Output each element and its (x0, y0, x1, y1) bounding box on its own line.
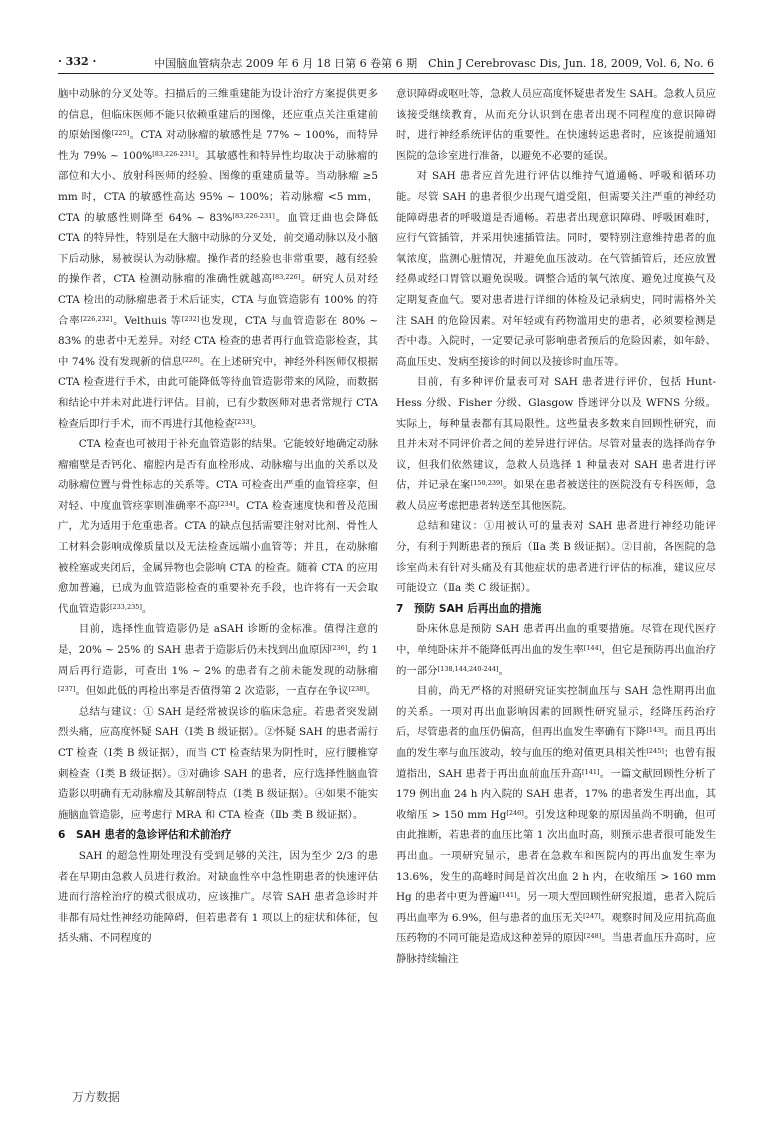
paragraph: 脑中动脉的分叉处等。扫描后的三维重建能为设计治疗方案提供更多的信息，但临床医师不能只依赖重建后的图像，还应重点关注重建前的原始图像[225]。CTA 对动脉瘤的敏感性是 77% ~ 100%，而特异性为 79% ~ 100%[83,226-231]。其敏感性和特异性均取决于动脉瘤的部位和大小、放射科医师的经验、图像的重建质量等。当动脉瘤 ≥5 mm 时，CTA 的敏感性高达 95% ~ 100%；若动脉瘤 <5 mm，CTA 的敏感性则降至 64% ~ 83%[83,226-231]。血管迂曲也会降低 CTA 的特异性，特别是在大脑中动脉的分叉处，前交通动脉以及小脑下后动脉，易被误认为动脉瘤。操作者的经验也非常重要，越有经验的操作者，CTA 检测动脉瘤的准确性就越高[83,226]。研究人员对经 CTA 检出的动脉瘤患者于术后证实，CTA 与血管造影有 100% 的符合率[226,232]。Velthuis 等[232]也发现，CTA 与血管造影在 80% ~ 83% 的患者中无差异。对经 CTA 检查的患者再行血管造影检查，其中 74% 没有发现新的信息[228]。在上述研究中，神经外科医师仅根据 CTA 检查进行手术，由此可能降低等待血管造影带来的风险，而数据和结论中并未对此进行评估。目前，已有少数医师对患者常规行 CTA 检查后即行手术，而不再进行其他检查[233]。 (58, 88, 379, 430)
paragraph: 卧床休息是预防 SAH 患者再出血的重要措施。尽管在现代医疗中，单纯卧床并不能降低再出血的发生率[144]，但它是预防再出血治疗的一部分[138,144,240-244]。 (396, 623, 717, 677)
right-column (396, 84, 716, 970)
citation-ref[interactable]: [141] (499, 891, 517, 900)
citation-ref[interactable]: [234] (217, 499, 236, 508)
left-column (58, 84, 378, 949)
citation-ref[interactable]: [141] (582, 767, 600, 776)
citation-ref[interactable]: [248] (583, 932, 602, 941)
citation-ref[interactable]: [143] (646, 726, 664, 735)
citation-ref[interactable]: [238] (348, 685, 366, 694)
citation-ref[interactable]: [232] (181, 314, 200, 323)
running-header (58, 52, 714, 74)
paragraph: SAH 的超急性期处理没有受到足够的关注，因为至少 2/3 的患者在早期由急救人员进行救治。对缺血性卒中急性期患者的快速评估进而行溶栓治疗的模式很成功，应该推广。尽管 SAH 患者急诊时并非都有局灶性神经功能障碍，但若患者有 1 项以上的症状和体征，包括头痛、不同程度的 (58, 849, 378, 945)
citation-ref[interactable]: [247] (583, 911, 601, 920)
paragraph: 对 SAH 患者应首先进行评估以维持气道通畅、呼吸和循环功能。尽管 SAH 的患者很少出现气道受阻，但需要关注严重的神经功能障碍患者的呼吸道是否通畅。若患者出现意识障碍、呼吸困难时，应行气管插管，并采用快速插管法。同时，要特别注意维持患者的血氧浓度，监测心脏情况，并避免血压波动。在气管插管后，还应放置经鼻或经口胃管以避免误吸。调整合适的氧气浓度、避免过度换气及定期复查血气。要对患者进行详细的体检及记录病史，同时需格外关注 SAH 的危险因素。对年轻或有药物滥用史的患者，必须要检测是否中毒。入院时，一定要记录可影响患者预后的危险因素，如年龄、高血压史、发病至接诊的时间以及接诊时血压等。 (396, 170, 716, 368)
summary-paragraph: 总结和建议：①用被认可的量表对 SAH 患者进行神经功能评分，有利于判断患者的预后（Ⅱa 类 B 级证据）。②目前，各医院的急诊室尚未有针对头痛及有其他症状的患者进行评估的标准，建议应尽可能设立（Ⅱa 类 C 级证据）。 (396, 520, 716, 595)
citation-ref[interactable]: [150,239] (470, 479, 503, 488)
citation-ref[interactable]: [138,144,240-244] (437, 664, 499, 673)
paragraph: CTA 检查也可被用于补充血管造影的结果。它能较好地确定动脉瘤瘤壁是否钙化、瘤腔内是否有血栓形成、动脉瘤与出血的关系以及动脉瘤位置与骨性标志的关系等。CTA 可检查出严重的血管痉挛，但对轻、中度血管痉挛则准确率不高[234]。CTA 检查速度快和普及范围广，尤为适用于危重患者。CTA 的缺点包括需要注射对比剂、骨性人工材料会影响成像质量以及无法检查远端小血管等；并且，在动脉瘤被栓塞或夹闭后，金属异物也会影响 CTA 的检查。随着 CTA 的应用愈加普遍，已成为血管造影检查的重要补充手段，也许将有一天会取代血管造影[233,235]。 (58, 438, 379, 615)
section-heading-6: 6 SAH 患者的急诊评估和术前治疗 (58, 829, 232, 842)
watermark-text: 万方数据 (72, 1090, 121, 1104)
summary-paragraph: 总结与建议：① SAH 是经常被误诊的临床急症。若患者突发剧烈头痛，应高度怀疑 SAH（Ⅰ类 B 级证据）。②怀疑 SAH 的患者需行 CT 检查（Ⅰ类 B 级证据），而当 CT 检查结果为阴性时，应行腰椎穿刺检查（Ⅰ类 B 级证据）。③对确诊 SAH 的患者，应行选择性脑血管造影以明确有无动脉瘤及其解剖特点（Ⅰ类 B 级证据）。④如果不能实施脑血管造影，应考虑行 MRA 和 CTA 检查（Ⅱb 类 B 级证据）。 (58, 705, 378, 821)
citation-ref[interactable]: [228] (182, 355, 200, 364)
section-heading-7: 7 预防 SAH 后再出血的措施 (396, 602, 542, 615)
citation-ref[interactable]: [233,235] (109, 602, 142, 611)
paragraph: 目前，选择性血管造影仍是 aSAH 诊断的金标准。值得注意的是，20% ~ 25% 的 SAH 患者于造影后仍未找到出血原因[236]，约 1 周后再行造影，可查出 1% ~ 2% 的患者有之前未能发现的动脉瘤[237]。但如此低的再检出率是否值得第 2 次造影，一直存在争议[238]。 (58, 623, 379, 698)
citation-ref[interactable]: [144] (583, 644, 602, 653)
paragraph: 目前，尚无严格的对照研究证实控制血压与 SAH 急性期再出血的关系。一项对再出血影响因素的回顾性研究显示，经降压药治疗后，尽管患者的血压仍偏高，但再出血发生率确有下降[143]。而且再出血的发生率与血压波动，较与血压的绝对值更具相关性[245]；也曾有报道指出，SAH 患者于再出血前血压升高[141]。一篇文献回顾性分析了 179 例出血 24 h 内入院的 SAH 患者，17% 的患者发生再出血，其收缩压 > 150 mm Hg[246]。引发这种现象的原因虽尚不明确，但可由此推断，若患者的血压比第 1 次出血时高，则预示患者很可能发生再出血。一项研究显示，患者在急救车和医院内的再出血发生率为 13.6%，发生的高峰时间是首次出血 2 h 内，在收缩压 > 160 mm Hg 的患者中更为普遍[141]。另一项大型回顾性研究报道，患者入院后再出血率为 6.9%，但与患者的血压无关[247]。观察时间及应用抗高血压药物的不同可能是造成这种差异的原因[248]。当患者血压升高时，应静脉持续输注 (396, 685, 717, 965)
citation-ref[interactable]: [225] (111, 129, 130, 138)
citation-ref[interactable]: [246] (506, 808, 524, 817)
citation-ref[interactable]: [83,226] (272, 273, 301, 282)
paragraph: 意识障碍或呕吐等，急救人员应高度怀疑患者发生 SAH。急救人员应该接受继续教育，从而充分认识到在患者出现不同程度的意识障碍时，进行神经系统评估的重要性。在快速转运患者时，应该提前通知医院的急诊室进行准备，以避免不必要的延误。 (396, 88, 716, 162)
citation-ref[interactable]: [237] (58, 685, 76, 694)
citation-ref[interactable]: [226,232] (80, 314, 113, 323)
journal-citation: 中国脑血管病杂志 2009 年 6 月 18 日第 6 卷第 6 期 Chin J Cerebrovasc Dis, Jun. 18, 2009, Vol. 6, No. 6 (154, 57, 714, 70)
citation-ref[interactable]: [83,226-231] (232, 211, 275, 220)
citation-ref[interactable]: [83,226-231] (152, 149, 195, 158)
page-number: · 332 · (58, 55, 97, 68)
citation-ref[interactable]: [245] (646, 747, 664, 755)
citation-ref[interactable]: [236] (329, 644, 348, 653)
paragraph: 目前，有多种评价量表可对 SAH 患者进行评价，包括 Hunt-Hess 分级、Fisher 分级、Glasgow 昏迷评分以及 WFNS 分级。实际上，每种量表都有其局限性。这些量表多数来自回顾性研究，而且并未对不同评价者之间的差异进行评估。尽管对量表的选择尚存争议，但我们依然建议，急救人员选择 1 种量表对 SAH 患者进行评估，并记录在案[150,239]。如果在患者被送往的医院没有专科医师，急救人员应考虑把患者转送至其他医院。 (396, 376, 717, 512)
citation-ref[interactable]: [233] (234, 417, 253, 426)
